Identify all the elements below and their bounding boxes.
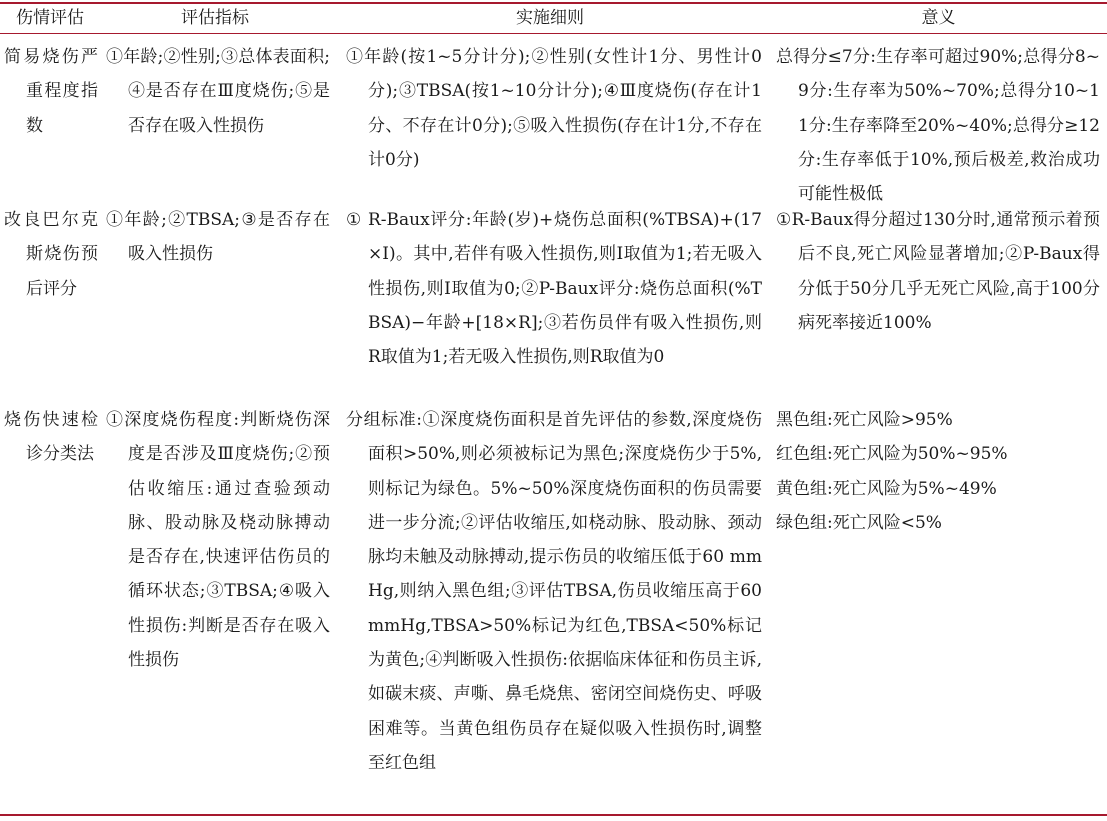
table-header-rule xyxy=(0,33,1107,34)
row-3-meaning-red: 红色组:死亡风险为50%~95% xyxy=(776,444,1008,465)
table-bottom-rule xyxy=(0,814,1107,816)
row-1-name-text: 简易烧伤严重程度指数 xyxy=(4,47,98,136)
table-row-3-details xyxy=(346,403,762,780)
table-row-3-name xyxy=(4,403,98,472)
row-3-meaning-green: 绿色组:死亡风险<5% xyxy=(776,512,942,533)
table-row-2-name xyxy=(4,203,98,306)
header-injury-assessment: 伤情评估 xyxy=(16,8,84,28)
row-3-details-text: 分组标准:①深度烧伤面积是首先评估的参数,深度烧伤面积>50%,则必须被标记为黑色;深度烧伤少于5%,则标记为绿色。5%~50%深度烧伤面积的伤员需要进一步分流;②评估收缩压,如桡动脉、股动脉、颈动脉均未触及动脉搏动,提示伤员的收缩压低于60 mmHg,则纳入黑色组;③评估TBSA,伤员收缩压高于60 mmHg,TBSA>50%标记为红色,TBSA<50%标记为黄色;④判断吸入性损伤:依据临床体征和伤员主诉,如碳末痰、声嘶、鼻毛烧焦、密闭空间烧伤史、呼吸困难等。当黄色组伤员存在疑似吸入性损伤时,调整至红色组 xyxy=(346,410,762,773)
row-3-meaning-yellow: 黄色组:死亡风险为5%~49% xyxy=(776,478,997,499)
row-1-details-text: ①年龄(按1~5分计分);②性别(女性计1分、男性计0分);③TBSA(按1~10分计分);④Ⅲ度烧伤(存在计1分、不存在计0分);⑤吸入性损伤(存在计1分,不存在计0分) xyxy=(346,47,762,170)
header-implementation-details: 实施细则 xyxy=(516,8,584,28)
table-row-3-indicators xyxy=(106,403,330,677)
table-row-1-meaning xyxy=(776,40,1100,211)
row-2-name-text: 改良巴尔克斯烧伤预后评分 xyxy=(4,210,98,299)
row-3-name-text: 烧伤快速检诊分类法 xyxy=(4,410,98,465)
header-significance: 意义 xyxy=(921,8,956,28)
header-assessment-indicators: 评估指标 xyxy=(181,8,249,28)
table-row-1-name xyxy=(4,40,98,143)
row-2-meaning-text: ①R-Baux得分超过130分时,通常预示着预后不良,死亡风险显著增加;②P-Baux得分低于50分几乎无死亡风险,高于100分病死率接近100% xyxy=(776,210,1100,333)
table-header-row xyxy=(0,4,1107,33)
row-3-meaning-black: 黑色组:死亡风险>95% xyxy=(776,410,953,430)
row-2-details-text: ① R-Baux评分:年龄(岁)+烧伤总面积(%TBSA)+(17×I)。其中,若伴有吸入性损伤,则I取值为1;若无吸入性损伤,则I取值为0;②P-Baux评分:烧伤总面积(%TBSA)−年龄+[18×R];③若伤员伴有吸入性损伤,则R取值为1;若无吸入性损伤,则R取值为0 xyxy=(346,210,762,368)
table-row-3-meaning xyxy=(776,403,1100,540)
table-row-2-meaning xyxy=(776,203,1100,340)
table-row-2-indicators xyxy=(106,203,330,272)
table-row-1-details xyxy=(346,40,762,177)
row-2-indicators-text: ①年龄;②TBSA;③是否存在吸入性损伤 xyxy=(106,210,330,265)
row-1-meaning-text: 总得分≤7分:生存率可超过90%;总得分8~9分:生存率为50%~70%;总得分10~11分:生存率降至20%~40%;总得分≥12分:生存率低于10%,预后极差,救治成功可能性极低 xyxy=(776,47,1100,205)
table-row-1-indicators xyxy=(106,40,330,143)
table-row-2-details xyxy=(346,203,762,374)
row-3-indicators-text: ①深度烧伤程度:判断烧伤深度是否涉及Ⅲ度烧伤;②预估收缩压:通过查验颈动脉、股动脉及桡动脉搏动是否存在,快速评估伤员的循环状态;③TBSA;④吸入性损伤:判断是否存在吸入性损伤 xyxy=(106,410,330,671)
row-1-indicators-text: ①年龄;②性别;③总体表面积;④是否存在Ⅲ度烧伤;⑤是否存在吸入性损伤 xyxy=(106,47,330,136)
